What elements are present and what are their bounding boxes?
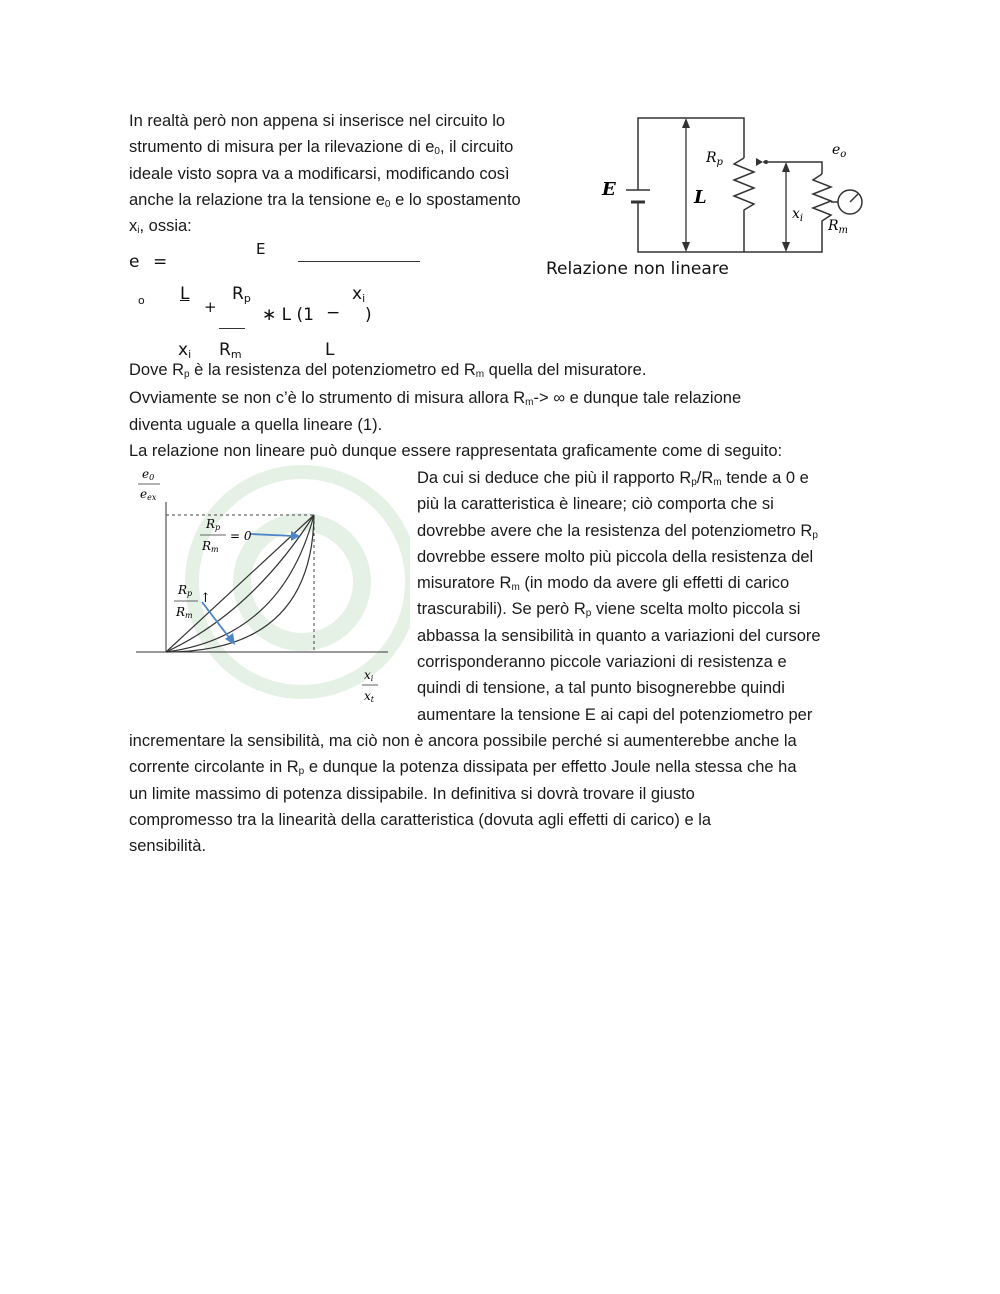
intro-line-1: In realtà però non appena si inserisce nel circuito lo (129, 112, 506, 130)
wiper-wire (763, 162, 822, 174)
formula-rp-fraction-bar (219, 328, 245, 329)
relazione-line: La relazione non lineare può dunque essere rappresentata graficamente come di seguito: (129, 441, 783, 460)
circuit-label-xi: $x_i$ (792, 206, 804, 224)
formula-xi: xi (352, 284, 366, 305)
circuit-bottom-wire (638, 202, 786, 252)
right-line-10: aumentare la tensione E ai capi del potenziometro per (417, 705, 813, 724)
formula-equals: = (153, 252, 168, 272)
final-line-4: compromesso tra la linearità della caratteristica (dovuta agli effetti di carico) e la (129, 810, 712, 829)
circuit-label-eo: $e_o$ (832, 142, 847, 160)
circuit-label-Rp: $R_p$ (706, 150, 723, 168)
ratio-zero-den: Rm (202, 539, 219, 554)
wiper-arrow-icon (756, 158, 763, 166)
formula-o-sub: o (138, 294, 145, 307)
circuit-diagram (596, 110, 868, 260)
ratio-zero-eq: = 0 (230, 529, 252, 543)
y-label-num: e0 (142, 467, 155, 482)
xi-arrow-bottom-icon (782, 242, 790, 252)
characteristic-graph (132, 462, 410, 708)
ratio-zero-num: Rp (206, 517, 221, 532)
potentiometer-resistor (734, 158, 754, 252)
formula-close-paren: ) (365, 305, 372, 325)
intro-line-3: ideale visto sopra va a modificarsi, modificando così (129, 164, 510, 183)
final-line-2: corrente circolante in $R_p$ e dunque la potenza dissipata per effetto Joule nella stessa che ha (129, 758, 797, 778)
x-label-num: xi (364, 668, 374, 683)
formula-xi-den: xi (178, 340, 192, 361)
right-line-3: dovrebbe avere che la resistenza del potenziometro $R_p$ (417, 521, 818, 541)
final-line-3: un limite massimo di potenza dissipabile. In definitiva si dovrà trovare il giusto (129, 784, 695, 803)
dove-line: Dove $R_p$ è la resistenza del potenziometro ed $R_m$ quella del misuratore. (129, 361, 647, 380)
formula-minus: − (326, 303, 341, 323)
formula-L: L (180, 284, 190, 304)
wiper-node (764, 160, 768, 164)
formula-e: e (129, 252, 140, 272)
intro-line-4: anche la relazione tra la tensione $e_0$ e lo spostamento (129, 190, 521, 210)
final-line-5: sensibilità. (129, 837, 207, 856)
circuit-label-L: L (694, 187, 707, 208)
formula-E: E (256, 240, 266, 258)
right-line-8: corrisponderanno piccole variazioni di resistenza e (417, 653, 787, 672)
diventa-line: diventa uguale a quella lineare (1). (129, 415, 383, 434)
diagram-caption: Relazione non lineare (546, 259, 729, 278)
final-paragraph (129, 728, 797, 859)
intro-line-5: $x_i$, ossia: (129, 217, 192, 237)
intro-line-2: strumento di misura per la rilevazione di $e_0$, il circuito (129, 138, 514, 158)
xi-arrow-top-icon (782, 162, 790, 172)
right-line-7: abbassa la sensibilità in quanto a variazioni del cursore (417, 626, 821, 645)
length-arrow-bottom-icon (682, 242, 690, 252)
meter-needle (850, 194, 858, 202)
formula-rm-den: Rm (219, 340, 242, 361)
length-arrow-top-icon (682, 118, 690, 128)
x-label-den: xt (364, 689, 374, 704)
formula-times-L: ∗ L (1 (262, 305, 314, 325)
circuit-label-E: E (602, 179, 616, 200)
y-label-den: eex (140, 487, 157, 502)
intro-paragraph (129, 108, 521, 239)
right-line-4: dovrebbe essere molto più piccola della resistenza del (417, 547, 814, 566)
formula-L-den: L (325, 340, 335, 360)
body-paragraph (129, 357, 782, 464)
up-arrow-icon: ↑ (200, 591, 211, 606)
right-line-2: più la caratteristica è lineare; ciò comporta che si (417, 495, 774, 514)
formula-main-fraction-bar (298, 261, 420, 262)
ratio-up-den: Rm (176, 605, 193, 620)
ratio-up-num: Rp (178, 583, 193, 598)
right-line-5: misuratore $R_m$ (in modo da avere gli effetti di carico (417, 574, 790, 594)
watermark-core (242, 522, 362, 642)
right-line-1: Da cui si deduce che più il rapporto $R_p/R_m$ tende a 0 e (417, 469, 809, 488)
right-line-9: quindi di tensione, a tal punto bisognerebbe quindi (417, 679, 785, 698)
ovviamente-line: Ovviamente se non c’è lo strumento di misura allora $R_m->$ ∞ e dunque tale relazione (129, 389, 742, 409)
formula-R: Rp (232, 284, 251, 305)
circuit-label-Rm: $R_m$ (828, 218, 849, 236)
right-line-6: trascurabili). Se però $R_p$ viene scelta molto piccola si (417, 600, 801, 620)
final-line-1: incrementare la sensibilità, ma ciò non è ancora possibile perché si aumenterebbe anche la (129, 732, 797, 750)
right-paragraph (417, 465, 821, 728)
formula-plus: + (204, 298, 217, 316)
circuit-top-wire (638, 118, 744, 190)
